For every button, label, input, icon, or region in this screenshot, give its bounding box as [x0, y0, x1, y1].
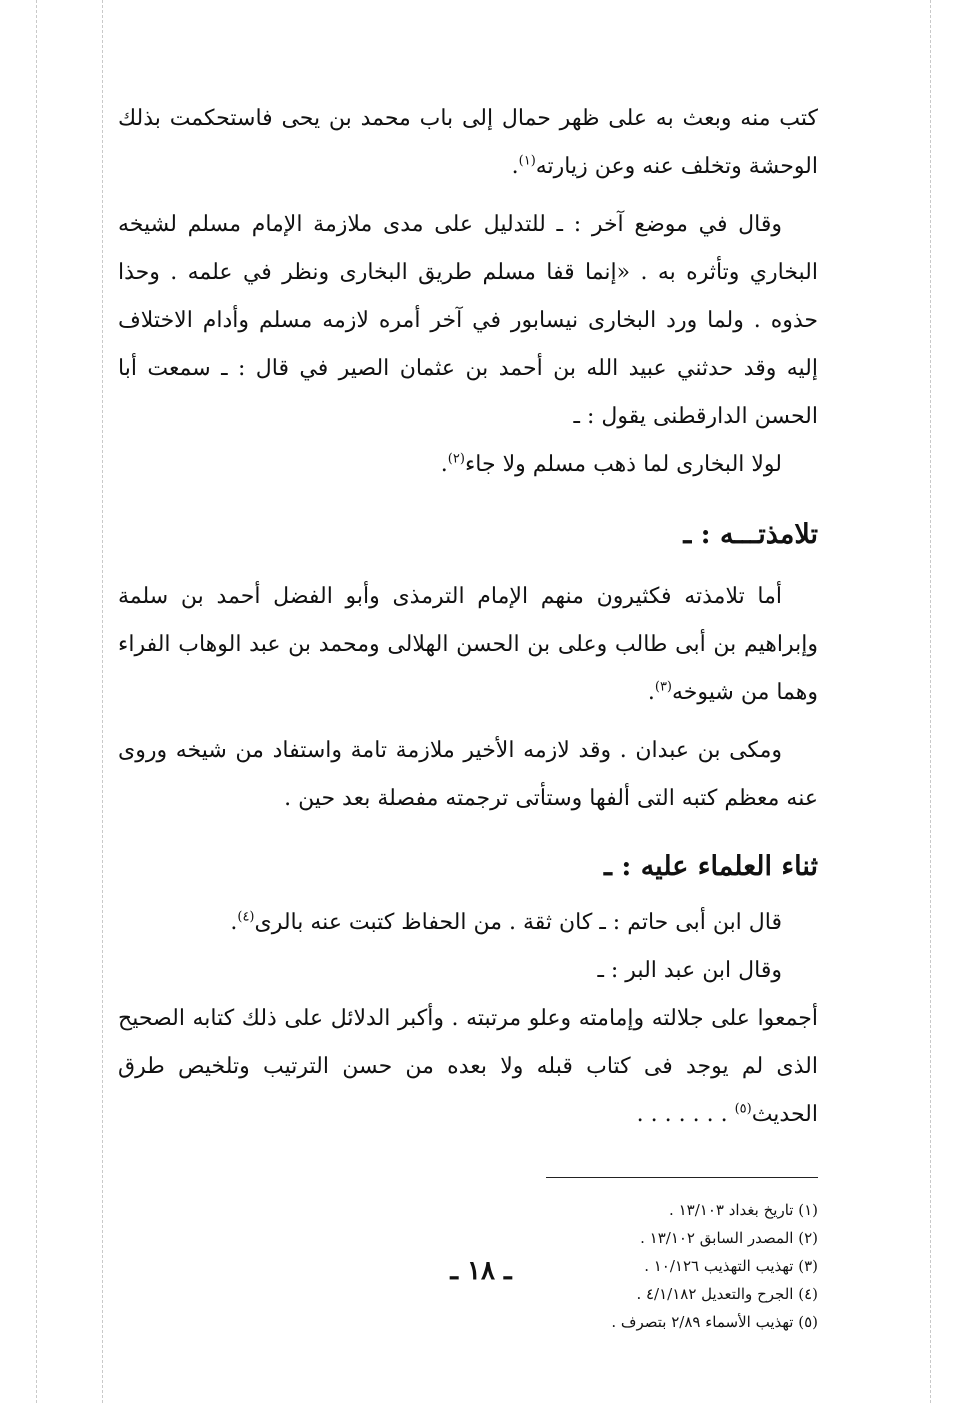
- paragraph-text: أما تلامذته فكثيرون منهم الإمام الترمذى وأبو الفضل أحمد بن سلمة وإبراهيم بن أبى طالب وعلى بن الحسن الهلالى ومحمد بن عبد الوهاب الفراء وهما من شيوخه: [118, 584, 818, 705]
- footnote-item: (٤) الجرح والتعديل ٤/١/١٨٢ .: [636, 1285, 818, 1303]
- paragraph-tail: .: [647, 680, 655, 705]
- footnote-ref[interactable]: (٥): [734, 1101, 752, 1117]
- heading-students: تلامذتـــه : ـ: [683, 519, 818, 550]
- footnote-item: (١) تاريخ بغداد ١٣/١٠٣ .: [669, 1201, 818, 1219]
- paragraph-tail: .: [511, 154, 519, 179]
- paragraph-praise-2: [118, 947, 818, 995]
- paragraph-1: [118, 95, 818, 191]
- paragraph-quote: [118, 441, 818, 489]
- page-number: ـ ١٨ ـ: [450, 1256, 512, 1286]
- footnote-item: (٥) تهذيب الأسماء ٢/٨٩ بتصرف .: [611, 1313, 818, 1331]
- paragraph-students-2: [118, 727, 818, 823]
- scan-line: [102, 0, 103, 1403]
- footnote-item: (٢) المصدر السابق ١٣/١٠٢ .: [640, 1229, 818, 1247]
- footnote-ref[interactable]: (٣): [654, 679, 672, 695]
- paragraph-2: [118, 201, 818, 441]
- scan-line: [930, 0, 931, 1403]
- paragraph-text: ومكى بن عبدان . وقد لازمه الأخير ملازمة تامة واستفاد من شيخه وروى عنه معظم كتبه التى ألفها وستأتى ترجمته مفصلة بعد حين .: [118, 738, 818, 811]
- paragraph-text: أجمعوا على جلالته وإمامته وعلو مرتبته . وأكبر الدلائل على ذلك كتابه الصحيح الذى لم يوجد فى كتاب قبله ولا بعده من حسن الترتيب وتلخيص طرق الحديث: [118, 1006, 818, 1127]
- page-body: [118, 95, 818, 1336]
- footnote-item: (٣) تهذيب التهذيب ١٠/١٢٦ .: [644, 1257, 818, 1275]
- paragraph-tail: .: [440, 452, 448, 477]
- footnote-ref[interactable]: (١): [518, 153, 536, 169]
- scan-line: [36, 0, 37, 1403]
- paragraph-praise-3: [118, 995, 818, 1139]
- paragraph-text: قال ابن أبى حاتم : ـ كان ثقة . من الحفاظ كتبت عنه بالرى: [254, 910, 782, 935]
- paragraph-students-1: [118, 573, 818, 717]
- footnote-ref[interactable]: (٤): [237, 909, 255, 925]
- paragraph-text: وقال ابن عبد البر : ـ: [597, 958, 782, 983]
- paragraph-text: لولا البخارى لما ذهب مسلم ولا جاء: [464, 452, 782, 477]
- footnote-divider: [546, 1177, 818, 1178]
- paragraph-text: كتب منه وبعث به على ظهر حمال إلى باب محمد بن يحى فاستحكمت بذلك الوحشة وتخلف عنه وعن زيارته: [118, 106, 818, 179]
- heading-praise: ثناء العلماء عليه : ـ: [604, 851, 818, 882]
- paragraph-text: وقال في موضع آخر : ـ للتدليل على مدى ملازمة الإمام مسلم لشيخه البخاري وتأثره به . «إنما قفا مسلم طريق البخارى ونظر في علمه . وحذا حذوه . ولما ورد البخارى نيسابور في آخر أمره لازمه مسلم وأدام الاختلاف إليه وقد حدثني عبيد الله بن أحمد بن عثمان الصير في قال : ـ سمعت أبا الحسن الدارقطنى يقول : ـ: [118, 212, 818, 429]
- paragraph-tail: . . . . . . .: [636, 1102, 735, 1127]
- paragraph-tail: .: [230, 910, 238, 935]
- paragraph-praise-1: [118, 899, 818, 947]
- footnote-ref[interactable]: (٢): [447, 451, 465, 467]
